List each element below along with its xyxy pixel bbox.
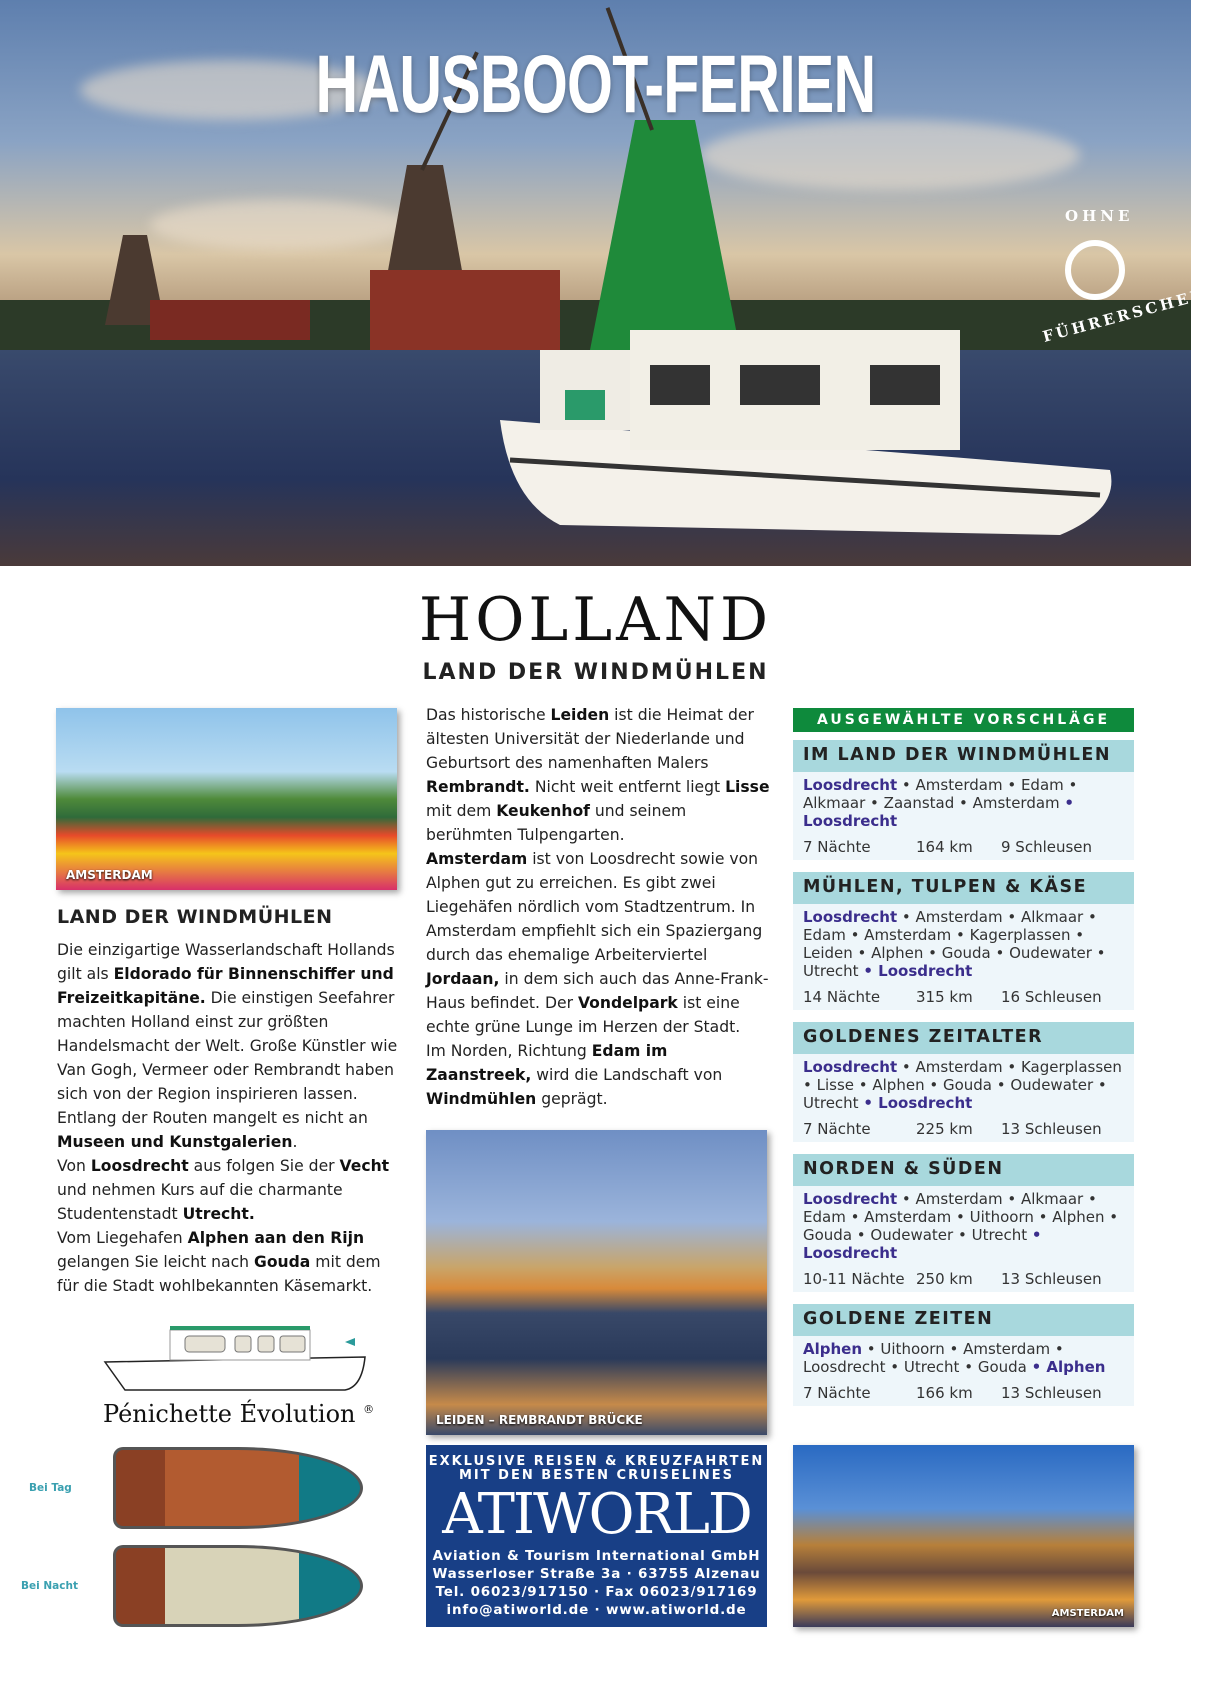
route-end: • Loosdrecht	[803, 794, 1075, 830]
route-start: Loosdrecht	[803, 1190, 898, 1208]
badge-text-bottom: FÜHRERSCHEIN	[1040, 282, 1219, 346]
ship-wheel-icon	[1065, 240, 1125, 300]
route-stops	[793, 772, 1134, 830]
text-span: und seinem berühmten Tulpengarten.	[426, 802, 687, 844]
route-start: Loosdrecht	[803, 776, 898, 794]
bold-text: Leiden	[550, 706, 610, 724]
text-span: ist von Loosdrecht sowie von Alphen gut zu erreichen. Es gibt zwei Liegehäfen nördlich vom Stadtzentrum. In Amsterdam empfiehlt sich ein Spaziergang durch das ehemalige Arbeiterviertel	[426, 850, 763, 964]
text-span: aus folgen Sie der	[188, 1157, 340, 1175]
registered-mark: ®	[363, 1403, 375, 1416]
route-locks: 13 Schleusen	[1001, 1270, 1102, 1288]
bold-text: Vecht	[339, 1157, 390, 1175]
route-locks: 13 Schleusen	[1001, 1120, 1102, 1138]
route-stats	[793, 830, 1134, 860]
route-via: • Amsterdam • Alkmaar • Edam • Amsterdam • Kagerplassen • Leiden • Alphen • Gouda • Oudewater • Utrecht	[803, 908, 1106, 980]
bold-text: Eldorado für Binnenschiffer und Freizeitkapitäne.	[57, 965, 394, 1007]
photo-caption: AMSTERDAM	[66, 868, 153, 882]
photo-leiden-bridge	[426, 1130, 767, 1435]
route-card	[793, 1304, 1134, 1406]
text-span: geprägt.	[536, 1090, 608, 1108]
text-span: Von	[57, 1157, 91, 1175]
photo-amsterdam-night	[793, 1445, 1134, 1627]
text-span: mit dem für die Stadt wohlbekannten Käsemarkt.	[57, 1253, 381, 1295]
boat-model-name	[103, 1400, 374, 1428]
route-title: IM LAND DER WINDMÜHLEN	[793, 740, 1134, 772]
text-span: mit dem	[426, 802, 497, 820]
suggestions-heading: AUSGEWÄHLTE VORSCHLÄGE	[793, 708, 1134, 732]
day-layout-label: Bei Tag	[29, 1482, 72, 1494]
route-locks: 9 Schleusen	[1001, 838, 1093, 856]
ad-tagline	[426, 1445, 767, 1483]
bold-text: Jordaan,	[426, 970, 500, 988]
route-nights: 14 Nächte	[803, 988, 881, 1006]
tagline-2: MIT DEN BESTEN CRUISELINES	[459, 1468, 734, 1483]
route-title: NORDEN & SÜDEN	[793, 1154, 1134, 1186]
photo-amsterdam-tulips	[56, 708, 397, 890]
route-locks: 16 Schleusen	[1001, 988, 1102, 1006]
text-span: gelangen Sie leicht nach	[57, 1253, 255, 1271]
route-stats	[793, 1262, 1134, 1292]
text-span: Die einstigen Seefahrer machten Holland einst zur größten Handelsmacht der Welt. Große Künstler wie Van Gogh, Vermeer oder Rembrandt haben sich von der Region inspirieren lassen. Entlang der Routen mangelt es nicht an	[57, 989, 398, 1127]
route-stops	[793, 1054, 1134, 1112]
company-address: Wasserloser Straße 3a · 63755 Alzenau	[432, 1566, 761, 1582]
atiworld-ad	[426, 1445, 767, 1627]
route-nights: 10-11 Nächte	[803, 1270, 905, 1288]
floorplan-night	[113, 1545, 363, 1627]
boat-side-drawing	[100, 1312, 370, 1397]
route-start: Loosdrecht	[803, 908, 898, 926]
suggestions-panel	[793, 708, 1134, 1418]
route-locks: 13 Schleusen	[1001, 1384, 1102, 1402]
hero-title: HAUSBOOT-FERIEN	[315, 39, 876, 130]
route-stats	[793, 1376, 1134, 1406]
route-card	[793, 1022, 1134, 1142]
bold-text: Amsterdam	[426, 850, 528, 868]
houseboat	[500, 310, 1140, 540]
text-span: Im Norden, Richtung	[426, 1042, 592, 1060]
bold-text: Museen und Kunstgalerien	[57, 1133, 293, 1151]
photo-caption: AMSTERDAM	[1051, 1608, 1124, 1619]
text-span: Die einzigartige Wasserlandschaft Hollands gilt als	[57, 941, 395, 983]
route-stats	[793, 1112, 1134, 1142]
route-distance: 166 km	[916, 1384, 973, 1402]
text-span: ist eine echte grüne Lunge im Herzen der Stadt.	[426, 994, 741, 1036]
bold-text: Windmühlen	[426, 1090, 537, 1108]
company-phone: Tel. 06023/917150 · Fax 06023/917169	[435, 1584, 758, 1600]
route-distance: 250 km	[916, 1270, 973, 1288]
route-stats	[793, 980, 1134, 1010]
company-web[interactable]: info@atiworld.de · www.atiworld.de	[446, 1602, 747, 1618]
company-name: Aviation & Tourism International GmbH	[432, 1548, 761, 1564]
route-via: • Amsterdam • Edam • Alkmaar • Zaanstad • Amsterdam	[803, 776, 1078, 812]
route-end: • Loosdrecht	[803, 1226, 1042, 1262]
route-card	[793, 740, 1134, 860]
route-title: GOLDENE ZEITEN	[793, 1304, 1134, 1336]
column1-heading: LAND DER WINDMÜHLEN	[57, 906, 333, 928]
route-nights: 7 Nächte	[803, 1384, 871, 1402]
route-end: • Loosdrecht	[863, 1094, 973, 1112]
bold-text: Loosdrecht	[90, 1157, 189, 1175]
route-title: MÜHLEN, TULPEN & KÄSE	[793, 872, 1134, 904]
no-license-badge	[1030, 205, 1219, 346]
bold-text: Rembrandt.	[426, 778, 530, 796]
route-title: GOLDENES ZEITALTER	[793, 1022, 1134, 1054]
night-layout-label: Bei Nacht	[21, 1580, 78, 1592]
route-end: • Loosdrecht	[863, 962, 973, 980]
text-span: Das historische	[426, 706, 551, 724]
bold-text: Edam im Zaanstreek,	[426, 1042, 668, 1084]
route-via: • Amsterdam • Kagerplassen • Lisse • Alphen • Gouda • Oudewater • Utrecht	[803, 1058, 1122, 1112]
tagline-1: EXKLUSIVE REISEN & KREUZFAHRTEN	[428, 1454, 765, 1469]
text-span: ist die Heimat der ältesten Universität der Niederlande und Geburtsort des namenhaften Malers	[426, 706, 754, 772]
bold-text: Alphen aan den Rijn	[187, 1229, 365, 1247]
page-subtitle: LAND DER WINDMÜHLEN	[422, 660, 769, 685]
route-nights: 7 Nächte	[803, 838, 871, 856]
bold-text: Keukenhof	[496, 802, 590, 820]
bold-text: Lisse	[725, 778, 770, 796]
bold-text: Gouda	[254, 1253, 311, 1271]
column2-text	[426, 703, 771, 1111]
page-title: HOLLAND	[418, 585, 773, 655]
route-via: • Uithoorn • Amsterdam • Loosdrecht • Utrecht • Gouda	[803, 1340, 1064, 1376]
route-stops	[793, 1186, 1134, 1262]
route-card	[793, 1154, 1134, 1292]
route-end: • Alphen	[1031, 1358, 1106, 1376]
text-span: wird die Landschaft von	[531, 1066, 723, 1084]
text-span: und nehmen Kurs auf die charmante Studentenstadt	[57, 1181, 343, 1223]
bold-text: Vondelpark	[577, 994, 678, 1012]
house	[150, 300, 310, 340]
text-span: in dem sich auch das Anne-Frank-Haus befindet. Der	[426, 970, 769, 1012]
route-nights: 7 Nächte	[803, 1120, 871, 1138]
route-via: • Amsterdam • Alkmaar • Edam • Amsterdam • Uithoorn • Alphen • Gouda • Oudewater • Utrecht	[803, 1190, 1119, 1244]
boat-name: Pénichette Évolution	[103, 1400, 356, 1428]
badge-text-top: OHNE	[1065, 207, 1134, 225]
route-distance: 164 km	[916, 838, 973, 856]
route-stops	[793, 1336, 1134, 1376]
route-start: Loosdrecht	[803, 1058, 898, 1076]
column1-text	[57, 938, 402, 1298]
route-card	[793, 872, 1134, 1010]
route-distance: 225 km	[916, 1120, 973, 1138]
hero-image	[0, 0, 1219, 566]
photo-caption: LEIDEN – REMBRANDT BRÜCKE	[436, 1413, 643, 1427]
route-start: Alphen	[803, 1340, 863, 1358]
text-span: .	[292, 1133, 298, 1151]
route-distance: 315 km	[916, 988, 973, 1006]
bold-text: Utrecht.	[182, 1205, 255, 1223]
atiworld-logo: ATIWORLD	[442, 1482, 751, 1547]
floorplan-day	[113, 1447, 363, 1529]
text-span: Nicht weit entfernt liegt	[529, 778, 726, 796]
text-span: Vom Liegehafen	[57, 1229, 188, 1247]
route-stops	[793, 904, 1134, 980]
